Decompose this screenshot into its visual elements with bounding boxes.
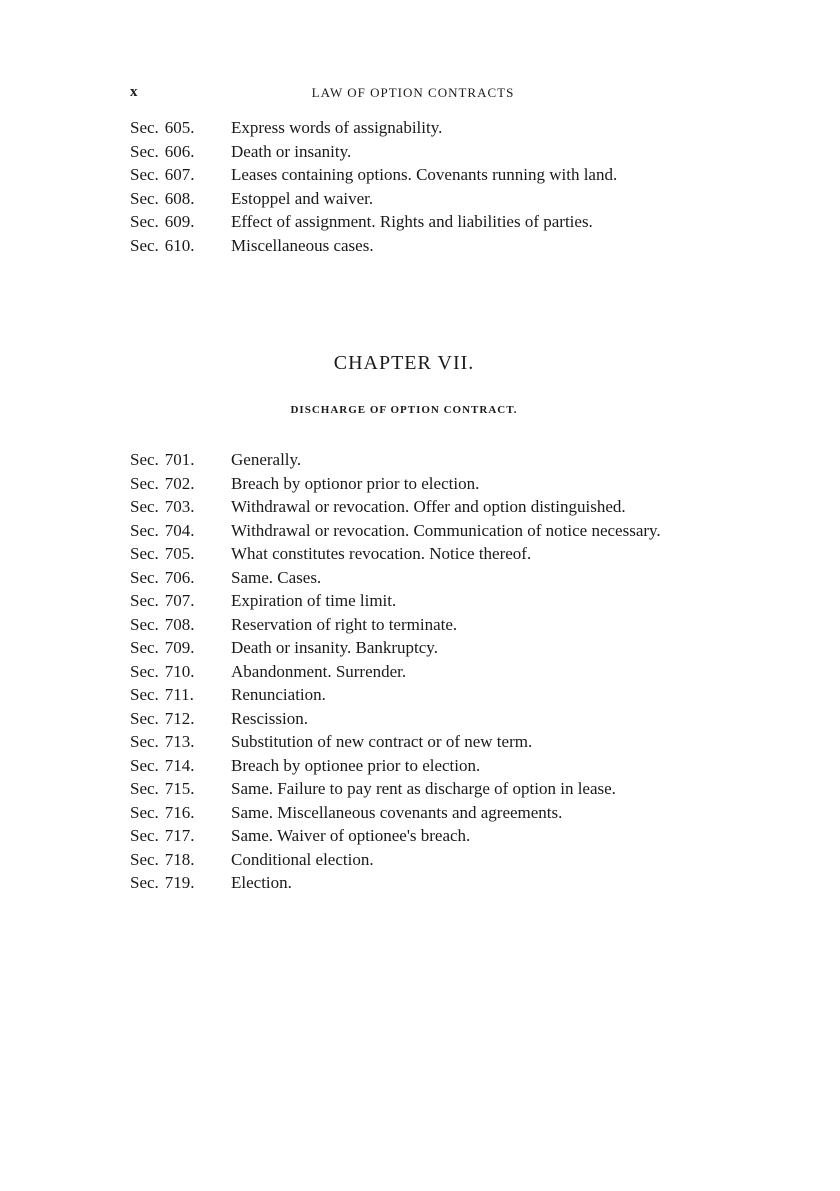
section-title: What constitutes revocation. Notice thereof. (231, 544, 532, 563)
section-title: Leases containing options. Covenants running with land. (231, 165, 618, 184)
section-number: Sec. 717. (130, 826, 195, 845)
section-entry (130, 495, 678, 519)
section-entry (130, 801, 678, 825)
section-number: Sec. 709. (130, 638, 195, 657)
chapter-heading: CHAPTER VII. (333, 352, 475, 374)
section-number: Sec. 719. (130, 873, 195, 892)
section-number: Sec. 702. (130, 473, 195, 493)
section-number: Sec. 708. (130, 614, 195, 634)
section-title: Reservation of right to terminate. (231, 614, 458, 634)
section-number: Sec. 608. (130, 188, 195, 208)
section-entry (130, 660, 678, 684)
section-number: Sec. 609. (130, 212, 195, 231)
section-entry (130, 519, 678, 543)
section-entry (130, 589, 678, 613)
chapter-subtitle: DISCHARGE OF OPTION CONTRACT. (290, 404, 518, 416)
section-entry (130, 542, 678, 566)
section-entry (130, 848, 678, 872)
page-header (130, 84, 676, 104)
section-number: Sec. 714. (130, 755, 195, 775)
section-number: Sec. 706. (130, 567, 195, 587)
section-title: Withdrawal or revocation. Communication of notice necessary. (231, 520, 661, 540)
section-title: Election. (231, 873, 292, 892)
section-title: Same. Miscellaneous covenants and agreements. (231, 802, 563, 822)
section-title: Death or insanity. Bankruptcy. (231, 638, 438, 657)
section-number: Sec. 713. (130, 732, 195, 751)
section-title: Withdrawal or revocation. Offer and option distinguished. (231, 497, 626, 516)
section-title: Breach by optionee prior to election. (231, 755, 481, 775)
section-entry (130, 824, 678, 848)
section-entry (130, 683, 678, 707)
page-number: x (130, 84, 138, 100)
section-entry (130, 472, 678, 496)
section-entry (130, 636, 678, 660)
section-number: Sec. 718. (130, 849, 195, 869)
section-title: Renunciation. (231, 685, 326, 704)
section-title: Expiration of time limit. (231, 591, 397, 610)
section-number: Sec. 701. (130, 450, 195, 469)
section-entry (130, 210, 678, 234)
section-title: Death or insanity. (231, 141, 352, 161)
section-number: Sec. 703. (130, 497, 195, 516)
section-title: Express words of assignability. (231, 118, 443, 137)
section-title: Abandonment. Surrender. (231, 661, 407, 681)
section-title: Generally. (231, 450, 302, 469)
section-entry (130, 234, 678, 258)
section-number: Sec. 715. (130, 779, 195, 798)
section-list-chapter-vii (130, 448, 678, 895)
section-entry (130, 448, 678, 472)
section-title: Breach by optionor prior to election. (231, 473, 480, 493)
section-entry (130, 140, 678, 164)
section-number: Sec. 610. (130, 235, 195, 255)
section-entry (130, 163, 678, 187)
section-title: Rescission. (231, 708, 308, 728)
section-entry (130, 730, 678, 754)
section-number: Sec. 605. (130, 118, 195, 137)
section-number: Sec. 705. (130, 544, 195, 563)
section-title: Conditional election. (231, 849, 374, 869)
section-number: Sec. 712. (130, 708, 195, 728)
section-entry (130, 566, 678, 590)
section-entry (130, 187, 678, 211)
section-entry (130, 754, 678, 778)
section-entry (130, 707, 678, 731)
section-entry (130, 613, 678, 637)
section-number: Sec. 711. (130, 685, 194, 704)
section-title: Effect of assignment. Rights and liabilities of parties. (231, 212, 593, 231)
section-number: Sec. 704. (130, 520, 195, 540)
section-number: Sec. 607. (130, 165, 195, 184)
section-title: Same. Failure to pay rent as discharge of option in lease. (231, 779, 616, 798)
section-list-chapter-vi (130, 116, 678, 257)
section-number: Sec. 710. (130, 661, 195, 681)
section-number: Sec. 606. (130, 141, 195, 161)
running-title: LAW OF OPTION CONTRACTS (311, 85, 515, 100)
section-title: Miscellaneous cases. (231, 235, 374, 255)
section-entry (130, 116, 678, 140)
section-entry (130, 777, 678, 801)
section-title: Same. Cases. (231, 567, 322, 587)
section-title: Substitution of new contract or of new term. (231, 732, 533, 751)
section-number: Sec. 707. (130, 591, 195, 610)
section-title: Same. Waiver of optionee's breach. (231, 826, 471, 845)
section-entry (130, 871, 678, 895)
section-number: Sec. 716. (130, 802, 195, 822)
section-title: Estoppel and waiver. (231, 188, 374, 208)
